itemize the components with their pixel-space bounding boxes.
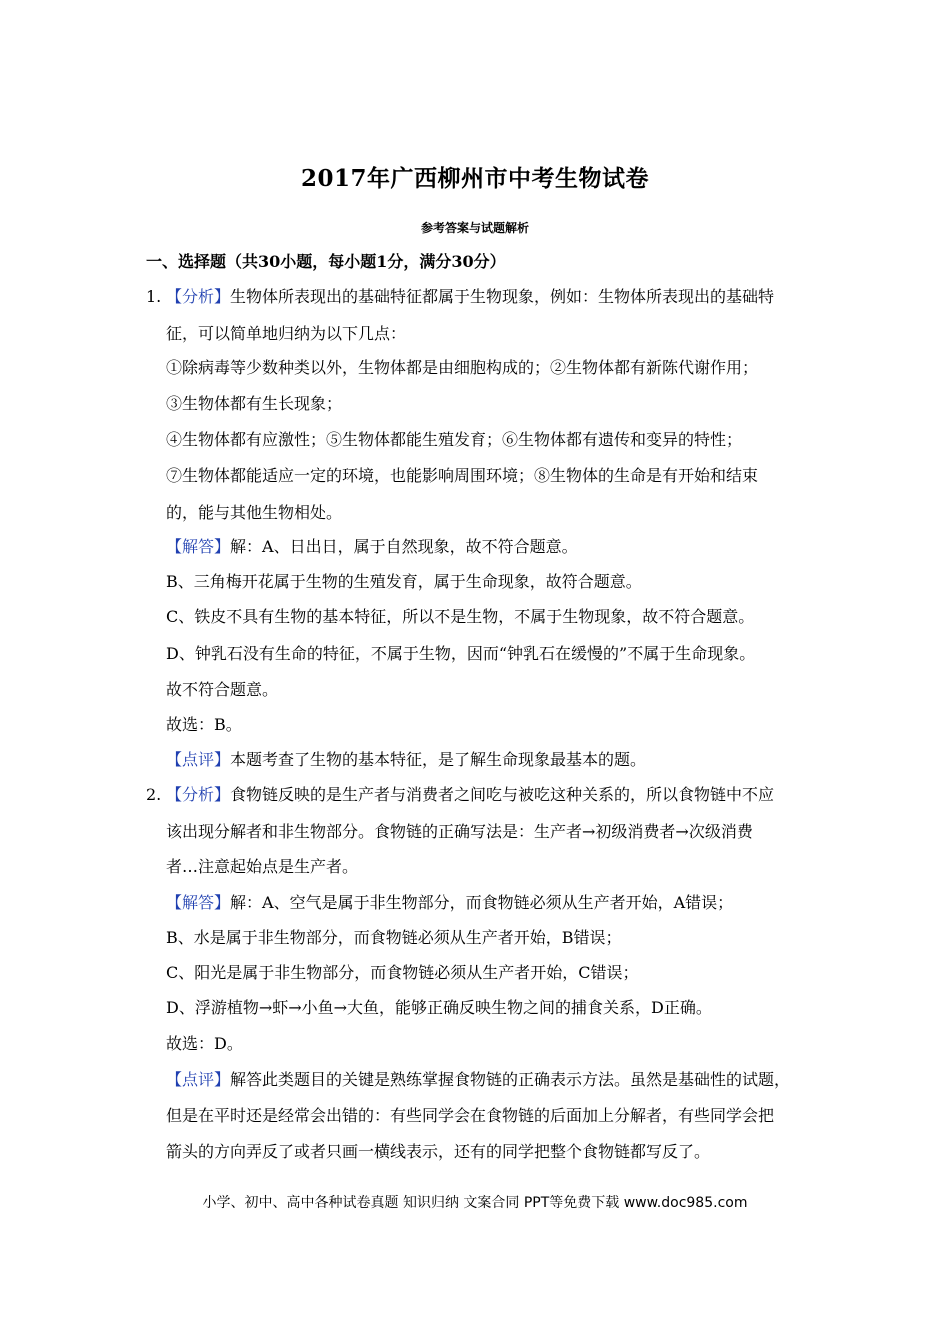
comment-text: 但是在平时还是经常会出错的：有些同学会在食物链的后面加上分解者，有些同学会把 (166, 1106, 775, 1125)
answer-text: C、铁皮不具有生物的基本特征，所以不是生物，不属于生物现象，故不符合题意。 (166, 607, 755, 626)
choice-text: 故选：B。 (166, 715, 242, 734)
answer-text: 解：A、空气是属于非生物部分，而食物链必须从生产者开始，A错误； (230, 893, 734, 912)
analysis-text: 征，可以简单地归纳为以下几点： (166, 324, 407, 343)
point-text: ①除病毒等少数种类以外，生物体都是由细胞构成的；②生物体都有新陈代谢作用； (166, 358, 759, 377)
analysis-text: 生物体所表现出的基础特征都属于生物现象，例如：生物体所表现出的基础特 (230, 287, 775, 306)
analysis-text: 者…注意起始点是生产者。 (166, 857, 359, 876)
comment-tag: 【点评】 (166, 750, 231, 769)
analysis-text: 食物链反映的是生产者与消费者之间吃与被吃这种关系的，所以食物链中不应 (230, 785, 775, 804)
comment-text: 本题考查了生物的基本特征，是了解生命现象最基本的题。 (230, 750, 647, 769)
analysis-tag: 【分析】 (166, 785, 231, 804)
point-text: ④生物体都有应激性；⑤生物体都能生殖发育；⑥生物体都有遗传和变异的特性； (166, 430, 743, 449)
question-2-answer (166, 893, 733, 913)
comment-text: 解答此类题目的关键是熟练掌握食物链的正确表示方法。虽然是基础性的试题， (230, 1070, 791, 1089)
question-2-analysis (166, 785, 774, 805)
page-subtitle: 参考答案与试题解析 (420, 221, 529, 235)
question-1-number: 1. (146, 287, 162, 306)
answer-text: B、三角梅开花属于生物的生殖发育，属于生命现象，故符合题意。 (166, 572, 642, 591)
analysis-text: 该出现分解者和非生物部分。食物链的正确写法是：生产者→初级消费者→次级消费 (166, 822, 753, 841)
point-text: ⑦生物体都能适应一定的环境，也能影响周围环境；⑧生物体的生命是有开始和结束 (166, 466, 759, 485)
point-text: ③生物体都有生长现象； (166, 394, 343, 413)
question-1-answer (166, 537, 578, 557)
answer-text: 解：A、日出日，属于自然现象，故不符合题意。 (230, 537, 578, 556)
choice-text: 故选：D。 (166, 1034, 243, 1053)
answer-text: D、浮游植物→虾→小鱼→大鱼，能够正确反映生物之间的捕食关系，D正确。 (166, 998, 712, 1017)
answer-text: B、水是属于非生物部分，而食物链必须从生产者开始，B错误； (166, 928, 622, 947)
answer-text: D、钟乳石没有生命的特征，不属于生物，因而“钟乳石在缓慢的”不属于生命现象。 (166, 644, 756, 663)
question-2-comment (166, 1070, 790, 1090)
question-1-analysis (166, 287, 774, 307)
page-footer: 小学、初中、高中各种试卷真题 知识归纳 文案合同 PPT等免费下载 www.doc985.com (202, 1195, 748, 1211)
comment-text: 箭头的方向弄反了或者只画一横线表示，还有的同学把整个食物链都写反了。 (166, 1142, 711, 1161)
comment-tag: 【点评】 (166, 1070, 231, 1089)
answer-tag: 【解答】 (166, 893, 231, 912)
analysis-tag: 【分析】 (166, 287, 231, 306)
answer-tag: 【解答】 (166, 537, 231, 556)
section-heading: 一、选择题（共30小题，每小题1分，满分30分） (146, 252, 506, 271)
page-title: 2017年广西柳州市中考生物试卷 (300, 165, 649, 192)
point-text: 的，能与其他生物相处。 (166, 503, 343, 522)
question-1-comment (166, 750, 646, 770)
answer-text: C、阳光是属于非生物部分，而食物链必须从生产者开始，C错误； (166, 963, 639, 982)
answer-text: 故不符合题意。 (166, 680, 279, 699)
question-2-number: 2. (146, 785, 162, 804)
